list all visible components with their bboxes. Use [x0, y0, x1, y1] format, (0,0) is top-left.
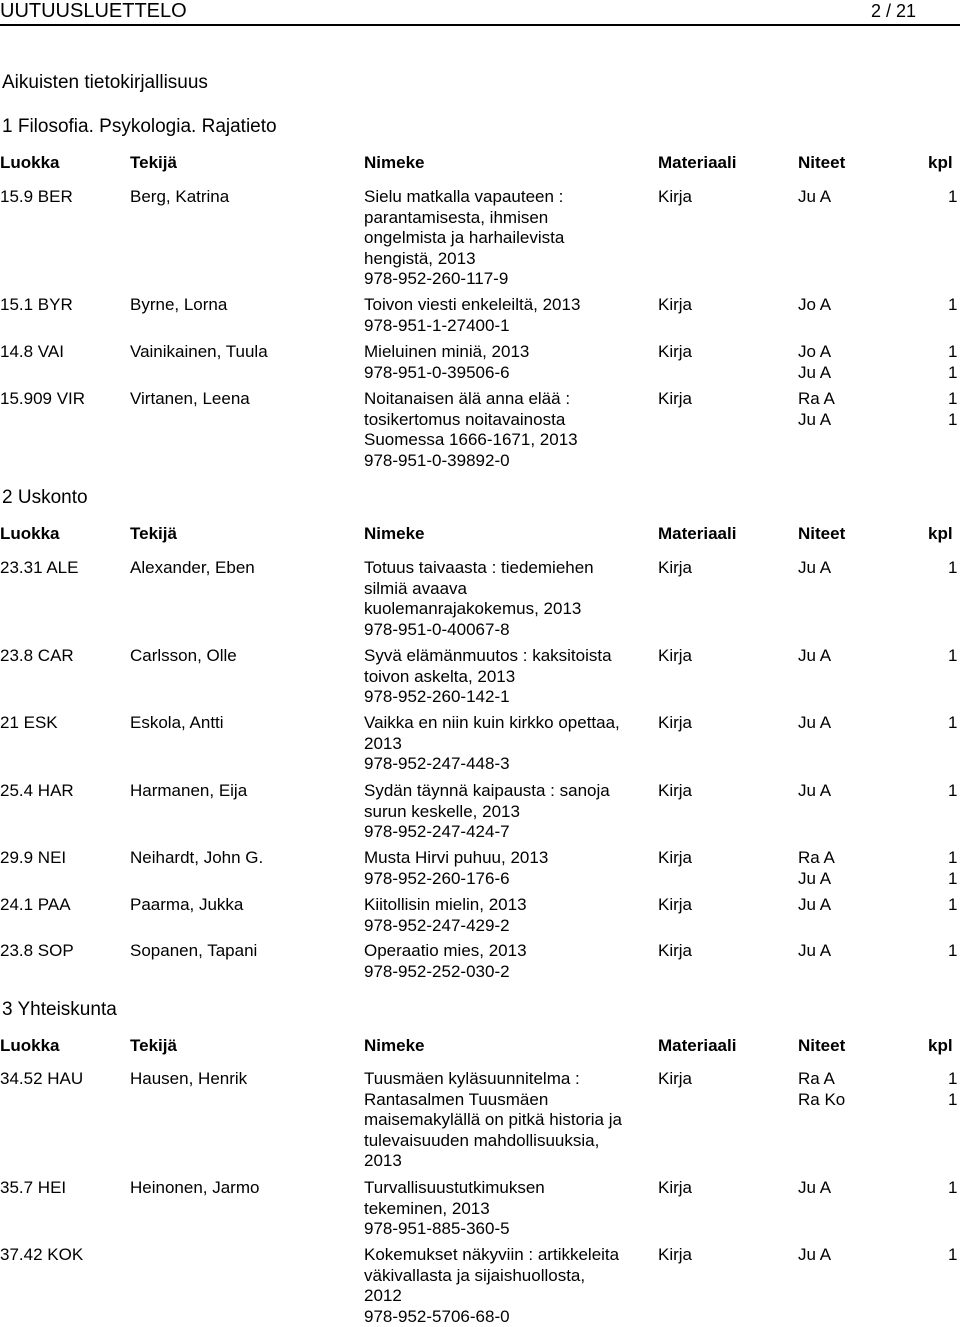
isbn: 978-952-247-429-2 — [364, 915, 510, 935]
title-cell — [364, 342, 654, 383]
copy-location: Ra A — [798, 1069, 835, 1088]
col-luokka: Luokka — [0, 153, 60, 172]
copies-cell — [798, 187, 831, 208]
col-niteet: Niteet — [798, 153, 846, 172]
title-line: Turvallisuustutkimuksen — [364, 1178, 545, 1197]
header-divider — [0, 24, 960, 26]
title-line: hengistä, 2013 — [364, 248, 476, 268]
material: Kirja — [658, 187, 693, 206]
copy-location: Ju A — [798, 941, 832, 960]
section-heading: 3 Yhteiskunta — [2, 999, 117, 1020]
title-line: Operaatio mies, 2013 — [364, 941, 527, 960]
isbn: 978-952-260-176-6 — [364, 868, 510, 888]
copy-location: Ju A — [798, 1178, 832, 1197]
author: Hausen, Henrik — [130, 1069, 248, 1088]
class-code: 23.8 SOP — [0, 941, 74, 960]
category-heading: Aikuisten tietokirjallisuus — [2, 72, 208, 93]
isbn: 978-951-885-360-5 — [364, 1219, 510, 1238]
count-cell — [948, 389, 957, 430]
count-cell — [948, 295, 957, 316]
copy-location: Ju A — [798, 868, 832, 888]
col-nimeke: Nimeke — [364, 153, 425, 172]
title-cell — [364, 295, 654, 336]
title-line: väkivallasta ja sijaishuollosta, — [364, 1265, 586, 1285]
isbn: 978-952-260-142-1 — [364, 687, 510, 706]
title-line: 2013 — [364, 733, 402, 753]
class-code: 15.909 VIR — [0, 389, 86, 408]
copies-cell — [798, 941, 831, 962]
material: Kirja — [658, 1069, 693, 1088]
copy-location: Ra A — [798, 848, 835, 867]
copy-count: 1 — [948, 868, 958, 888]
material: Kirja — [658, 895, 693, 914]
title-line: Sielu matkalla vapauteen : — [364, 187, 564, 206]
col-tekija: Tekijä — [130, 153, 177, 172]
title-cell — [364, 713, 654, 775]
copy-location: Jo A — [798, 295, 832, 314]
class-code: 24.1 PAA — [0, 895, 71, 914]
title-line: Sydän täynnä kaipausta : sanoja — [364, 781, 610, 800]
column-header-row — [0, 524, 960, 544]
author: Eskola, Antti — [130, 713, 224, 732]
copy-location: Ra Ko — [798, 1089, 846, 1109]
copy-location: Ju A — [798, 646, 832, 665]
material: Kirja — [658, 389, 693, 408]
title-cell — [364, 781, 654, 843]
copy-count: 1 — [948, 558, 958, 577]
author: Neihardt, John G. — [130, 848, 264, 867]
author: Vainikainen, Tuula — [130, 342, 268, 361]
copy-count: 1 — [948, 1069, 958, 1088]
title-cell — [364, 1245, 654, 1327]
col-niteet: Niteet — [798, 524, 846, 543]
title-line: tulevaisuuden mahdollisuuksia, — [364, 1130, 600, 1150]
isbn: 978-952-252-030-2 — [364, 961, 510, 981]
count-cell — [948, 848, 957, 889]
count-cell — [948, 187, 957, 208]
copy-location: Ju A — [798, 713, 832, 732]
copy-count: 1 — [948, 1245, 958, 1264]
copies-cell — [798, 389, 835, 430]
title-line: Mieluinen miniä, 2013 — [364, 342, 530, 361]
copy-count: 1 — [948, 781, 958, 800]
material: Kirja — [658, 848, 693, 867]
title-cell — [364, 941, 654, 982]
class-code: 14.8 VAI — [0, 342, 64, 361]
isbn: 978-951-1-27400-1 — [364, 315, 510, 335]
section-heading: 2 Uskonto — [2, 487, 88, 508]
count-cell — [948, 1245, 957, 1266]
col-luokka: Luokka — [0, 1036, 60, 1055]
copy-count: 1 — [948, 409, 958, 429]
col-kpl: kpl — [928, 524, 953, 543]
class-code: 21 ESK — [0, 713, 58, 732]
count-cell — [948, 646, 957, 667]
copies-cell — [798, 558, 831, 579]
col-kpl: kpl — [928, 153, 953, 172]
material: Kirja — [658, 941, 693, 960]
col-materiaali: Materiaali — [658, 524, 737, 543]
count-cell — [948, 713, 957, 734]
title-line: kuolemanrajakokemus, 2013 — [364, 599, 582, 618]
title-line: Tuusmäen kyläsuunnitelma : — [364, 1069, 580, 1088]
class-code: 25.4 HAR — [0, 781, 74, 800]
column-header-row — [0, 1036, 960, 1056]
count-cell — [948, 895, 957, 916]
copies-cell — [798, 646, 831, 667]
copies-cell — [798, 1245, 831, 1266]
author: Alexander, Eben — [130, 558, 255, 577]
title-line: Vaikka en niin kuin kirkko opettaa, — [364, 713, 620, 732]
copy-location: Ju A — [798, 1245, 832, 1264]
copy-count: 1 — [948, 713, 958, 732]
author: Sopanen, Tapani — [130, 941, 258, 960]
author: Paarma, Jukka — [130, 895, 244, 914]
copies-cell — [798, 895, 831, 916]
class-code: 23.8 CAR — [0, 646, 74, 665]
title-line: surun keskelle, 2013 — [364, 801, 520, 821]
title-line: Totuus taivaasta : tiedemiehen — [364, 558, 594, 577]
title-line: parantamisesta, ihmisen — [364, 207, 549, 227]
copies-cell — [798, 1069, 845, 1110]
copy-count: 1 — [948, 187, 958, 206]
material: Kirja — [658, 781, 693, 800]
copies-cell — [798, 295, 831, 316]
material: Kirja — [658, 558, 693, 577]
count-cell — [948, 1069, 957, 1110]
title-line: 2013 — [364, 1151, 402, 1170]
material: Kirja — [658, 1245, 693, 1264]
col-luokka: Luokka — [0, 524, 60, 543]
author: Harmanen, Eija — [130, 781, 248, 800]
col-nimeke: Nimeke — [364, 524, 425, 543]
copy-count: 1 — [948, 295, 958, 314]
title-line: Suomessa 1666-1671, 2013 — [364, 430, 578, 449]
col-tekija: Tekijä — [130, 1036, 177, 1055]
title-line: Musta Hirvi puhuu, 2013 — [364, 848, 549, 867]
title-line: toivon askelta, 2013 — [364, 666, 516, 686]
copy-count: 1 — [948, 895, 958, 914]
isbn: 978-952-247-448-3 — [364, 754, 510, 773]
column-header-row — [0, 153, 960, 173]
col-kpl: kpl — [928, 1036, 953, 1055]
material: Kirja — [658, 1178, 693, 1197]
col-materiaali: Materiaali — [658, 153, 737, 172]
title-cell — [364, 1178, 654, 1240]
page-number: 2 / 21 — [870, 1, 916, 21]
title-line: Kokemukset näkyviin : artikkeleita — [364, 1245, 620, 1264]
title-line: Toivon viesti enkeleiltä, 2013 — [364, 295, 581, 314]
copy-location: Ju A — [798, 781, 832, 800]
class-code: 34.52 HAU — [0, 1069, 84, 1088]
copies-cell — [798, 1178, 831, 1199]
copy-location: Ju A — [798, 409, 832, 429]
title-line: Syvä elämänmuutos : kaksitoista — [364, 646, 612, 665]
col-tekija: Tekijä — [130, 524, 177, 543]
copies-cell — [798, 848, 835, 889]
title-line: ongelmista ja harhailevista — [364, 228, 565, 247]
title-cell — [364, 646, 654, 708]
class-code: 23.31 ALE — [0, 558, 79, 577]
copies-cell — [798, 713, 831, 734]
copy-location: Ju A — [798, 362, 832, 382]
material: Kirja — [658, 342, 693, 361]
copy-count: 1 — [948, 1178, 958, 1197]
isbn: 978-951-0-39892-0 — [364, 450, 510, 470]
title-line: Kiitollisin mielin, 2013 — [364, 895, 527, 914]
class-code: 35.7 HEI — [0, 1178, 67, 1197]
copies-cell — [798, 781, 831, 802]
title-cell — [364, 1069, 654, 1172]
page-title: UUTUUSLUETTELO — [0, 0, 187, 22]
isbn: 978-952-5706-68-0 — [364, 1306, 510, 1326]
title-line: Noitanaisen älä anna elää : — [364, 389, 571, 408]
copy-count: 1 — [948, 342, 958, 361]
copy-count: 1 — [948, 941, 958, 960]
copy-count: 1 — [948, 389, 958, 408]
title-line: maisemakylällä on pitkä historia ja — [364, 1110, 622, 1129]
title-cell — [364, 848, 654, 889]
author: Heinonen, Jarmo — [130, 1178, 260, 1197]
author: Berg, Katrina — [130, 187, 230, 206]
count-cell — [948, 1178, 957, 1199]
isbn: 978-951-0-40067-8 — [364, 619, 510, 639]
copy-count: 1 — [948, 848, 958, 867]
class-code: 15.1 BYR — [0, 295, 73, 314]
count-cell — [948, 558, 957, 579]
isbn: 978-951-0-39506-6 — [364, 362, 510, 382]
copy-count: 1 — [948, 362, 958, 382]
copy-count: 1 — [948, 646, 958, 665]
copy-location: Ju A — [798, 187, 832, 206]
isbn: 978-952-247-424-7 — [364, 822, 510, 841]
copies-cell — [798, 342, 831, 383]
material: Kirja — [658, 713, 693, 732]
copy-location: Ju A — [798, 895, 832, 914]
copy-location: Ju A — [798, 558, 832, 577]
count-cell — [948, 342, 957, 383]
class-code: 29.9 NEI — [0, 848, 67, 867]
col-niteet: Niteet — [798, 1036, 846, 1055]
title-cell — [364, 389, 654, 471]
class-code: 15.9 BER — [0, 187, 73, 206]
count-cell — [948, 941, 957, 962]
title-cell — [364, 895, 654, 936]
copy-count: 1 — [948, 1089, 958, 1109]
count-cell — [948, 781, 957, 802]
title-line: tekeminen, 2013 — [364, 1198, 490, 1218]
material: Kirja — [658, 646, 693, 665]
title-cell — [364, 187, 654, 290]
col-materiaali: Materiaali — [658, 1036, 737, 1055]
author: Byrne, Lorna — [130, 295, 228, 314]
section-heading: 1 Filosofia. Psykologia. Rajatieto — [2, 116, 277, 137]
title-line: silmiä avaava — [364, 578, 467, 598]
title-line: tosikertomus noitavainosta — [364, 409, 566, 429]
title-cell — [364, 558, 654, 640]
copy-location: Ra A — [798, 389, 835, 408]
title-line: Rantasalmen Tuusmäen — [364, 1089, 549, 1109]
author: Virtanen, Leena — [130, 389, 250, 408]
title-line: 2012 — [364, 1286, 402, 1305]
copy-location: Jo A — [798, 342, 832, 361]
col-nimeke: Nimeke — [364, 1036, 425, 1055]
class-code: 37.42 KOK — [0, 1245, 84, 1264]
isbn: 978-952-260-117-9 — [364, 269, 509, 288]
author: Carlsson, Olle — [130, 646, 237, 665]
material: Kirja — [658, 295, 693, 314]
